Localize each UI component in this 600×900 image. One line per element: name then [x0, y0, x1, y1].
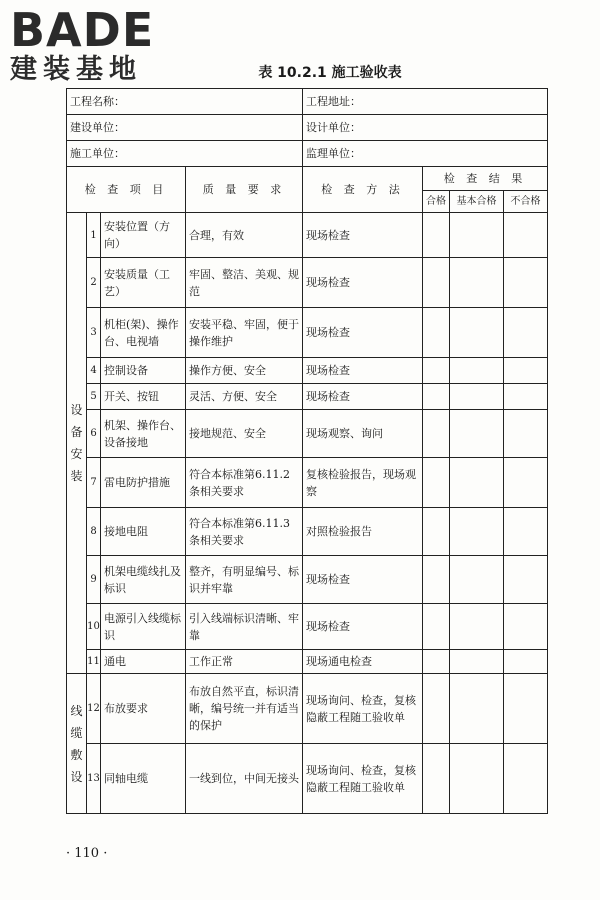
row-method: 现场检查: [303, 556, 423, 604]
result-basic-pass-cell: [450, 508, 504, 556]
result-fail-cell: [504, 258, 548, 308]
result-pass-cell: [423, 213, 450, 258]
result-basic-pass-cell: [450, 744, 504, 814]
row-item: 安装质量（工艺）: [101, 258, 186, 308]
result-basic-pass-cell: [450, 674, 504, 744]
result-pass-cell: [423, 308, 450, 358]
result-fail-cell: [504, 213, 548, 258]
row-number: 3: [87, 308, 101, 358]
table-row: [67, 744, 548, 814]
row-number: 9: [87, 556, 101, 604]
table-row: [67, 604, 548, 650]
result-basic-pass-cell: [450, 556, 504, 604]
result-fail-cell: [504, 410, 548, 458]
result-pass-cell: [423, 458, 450, 508]
row-item: 开关、按钮: [101, 384, 186, 410]
row-method: 现场检查: [303, 384, 423, 410]
row-number: 11: [87, 650, 101, 674]
table-row: [67, 258, 548, 308]
result-fail-cell: [504, 604, 548, 650]
result-basic-pass-cell: [450, 258, 504, 308]
result-fail-cell: [504, 308, 548, 358]
header-fail: 不合格: [504, 191, 548, 213]
table-row: [67, 458, 548, 508]
row-number: 13: [87, 744, 101, 814]
table-title: 表 10.2.1 施工验收表: [258, 65, 402, 81]
result-basic-pass-cell: [450, 358, 504, 384]
result-fail-cell: [504, 384, 548, 410]
row-method: 现场观察、询问: [303, 410, 423, 458]
row-item: 通电: [101, 650, 186, 674]
row-method: 现场询问、检查，复核隐蔽工程随工验收单: [303, 744, 423, 814]
row-quality: 一线到位，中间无接头: [186, 744, 303, 814]
header-result: 检 查 结 果: [423, 167, 548, 191]
result-fail-cell: [504, 744, 548, 814]
result-pass-cell: [423, 258, 450, 308]
table-row: [67, 308, 548, 358]
row-number: 1: [87, 213, 101, 258]
result-pass-cell: [423, 384, 450, 410]
row-item: 雷电防护措施: [101, 458, 186, 508]
row-number: 2: [87, 258, 101, 308]
row-method: 现场询问、检查，复核隐蔽工程随工验收单: [303, 674, 423, 744]
row-method: 现场检查: [303, 358, 423, 384]
row-number: 12: [87, 674, 101, 744]
page-number: · 110 ·: [66, 846, 108, 861]
table-row: [67, 674, 548, 744]
group-equipment-label: [67, 213, 87, 674]
row-number: 5: [87, 384, 101, 410]
result-fail-cell: [504, 458, 548, 508]
result-basic-pass-cell: [450, 384, 504, 410]
row-method: 对照检验报告: [303, 508, 423, 556]
acceptance-table: [66, 88, 548, 814]
row-item: 机架、操作台、设备接地: [101, 410, 186, 458]
row-quality: 符合本标准第6.11.2条相关要求: [186, 458, 303, 508]
result-pass-cell: [423, 650, 450, 674]
row-method: 现场检查: [303, 308, 423, 358]
result-fail-cell: [504, 508, 548, 556]
table-row: [67, 556, 548, 604]
row-quality: 灵活、方便、安全: [186, 384, 303, 410]
header-method: 检 查 方 法: [303, 167, 423, 213]
group-equipment-text: 设备安装: [70, 403, 83, 483]
result-basic-pass-cell: [450, 410, 504, 458]
row-quality: 工作正常: [186, 650, 303, 674]
row-item: 控制设备: [101, 358, 186, 384]
row-number: 8: [87, 508, 101, 556]
row-quality: 接地规范、安全: [186, 410, 303, 458]
row-quality: 布放自然平直，标识清晰，编号统一并有适当的保护: [186, 674, 303, 744]
table-row: [67, 358, 548, 384]
row-method: 现场检查: [303, 258, 423, 308]
result-pass-cell: [423, 410, 450, 458]
row-method: 复核检验报告，现场观察: [303, 458, 423, 508]
result-basic-pass-cell: [450, 213, 504, 258]
logo-sub-text: 建装基地: [10, 54, 142, 85]
table-row: [67, 650, 548, 674]
table-row: [67, 410, 548, 458]
supervision-unit-cell: 监理单位：: [303, 141, 548, 167]
row-number: 4: [87, 358, 101, 384]
result-basic-pass-cell: [450, 604, 504, 650]
logo-main-text: BADE: [10, 3, 155, 57]
result-basic-pass-cell: [450, 458, 504, 508]
group-cable-label: [67, 674, 87, 814]
result-pass-cell: [423, 358, 450, 384]
group-cable-text: 线缆敷设: [70, 703, 83, 784]
result-fail-cell: [504, 674, 548, 744]
row-item: 安装位置（方向）: [101, 213, 186, 258]
row-number: 10: [87, 604, 101, 650]
row-quality: 合理，有效: [186, 213, 303, 258]
row-item: 布放要求: [101, 674, 186, 744]
row-method: 现场检查: [303, 213, 423, 258]
result-pass-cell: [423, 674, 450, 744]
row-method: 现场通电检查: [303, 650, 423, 674]
table-row: [67, 213, 548, 258]
row-quality: 安装平稳、牢固，便于操作维护: [186, 308, 303, 358]
design-unit-cell: 设计单位：: [303, 115, 548, 141]
result-fail-cell: [504, 650, 548, 674]
result-basic-pass-cell: [450, 308, 504, 358]
row-item: 接地电阻: [101, 508, 186, 556]
result-basic-pass-cell: [450, 650, 504, 674]
builder-unit-cell: 施工单位：: [67, 141, 303, 167]
project-address-cell: 工程地址：: [303, 89, 548, 115]
construction-unit-cell: 建设单位：: [67, 115, 303, 141]
row-item: 机柜(架)、操作台、电视墙: [101, 308, 186, 358]
result-pass-cell: [423, 604, 450, 650]
project-name-cell: 工程名称：: [67, 89, 303, 115]
result-pass-cell: [423, 744, 450, 814]
row-item: 电源引入线缆标识: [101, 604, 186, 650]
row-quality: 符合本标准第6.11.3条相关要求: [186, 508, 303, 556]
row-quality: 整齐，有明显编号、标识并牢靠: [186, 556, 303, 604]
result-fail-cell: [504, 358, 548, 384]
row-number: 6: [87, 410, 101, 458]
row-quality: 牢固、整洁、美观、规范: [186, 258, 303, 308]
header-basic-pass: 基本合格: [450, 191, 504, 213]
row-item: 同轴电缆: [101, 744, 186, 814]
result-pass-cell: [423, 556, 450, 604]
row-item: 机架电缆线扎及标识: [101, 556, 186, 604]
result-fail-cell: [504, 556, 548, 604]
header-quality: 质 量 要 求: [186, 167, 303, 213]
row-number: 7: [87, 458, 101, 508]
result-pass-cell: [423, 508, 450, 556]
header-pass: 合格: [423, 191, 450, 213]
row-method: 现场检查: [303, 604, 423, 650]
row-quality: 引入线端标识清晰、牢靠: [186, 604, 303, 650]
header-item: 检 查 项 目: [67, 167, 186, 213]
table-row: [67, 508, 548, 556]
row-quality: 操作方便、安全: [186, 358, 303, 384]
table-row: [67, 384, 548, 410]
